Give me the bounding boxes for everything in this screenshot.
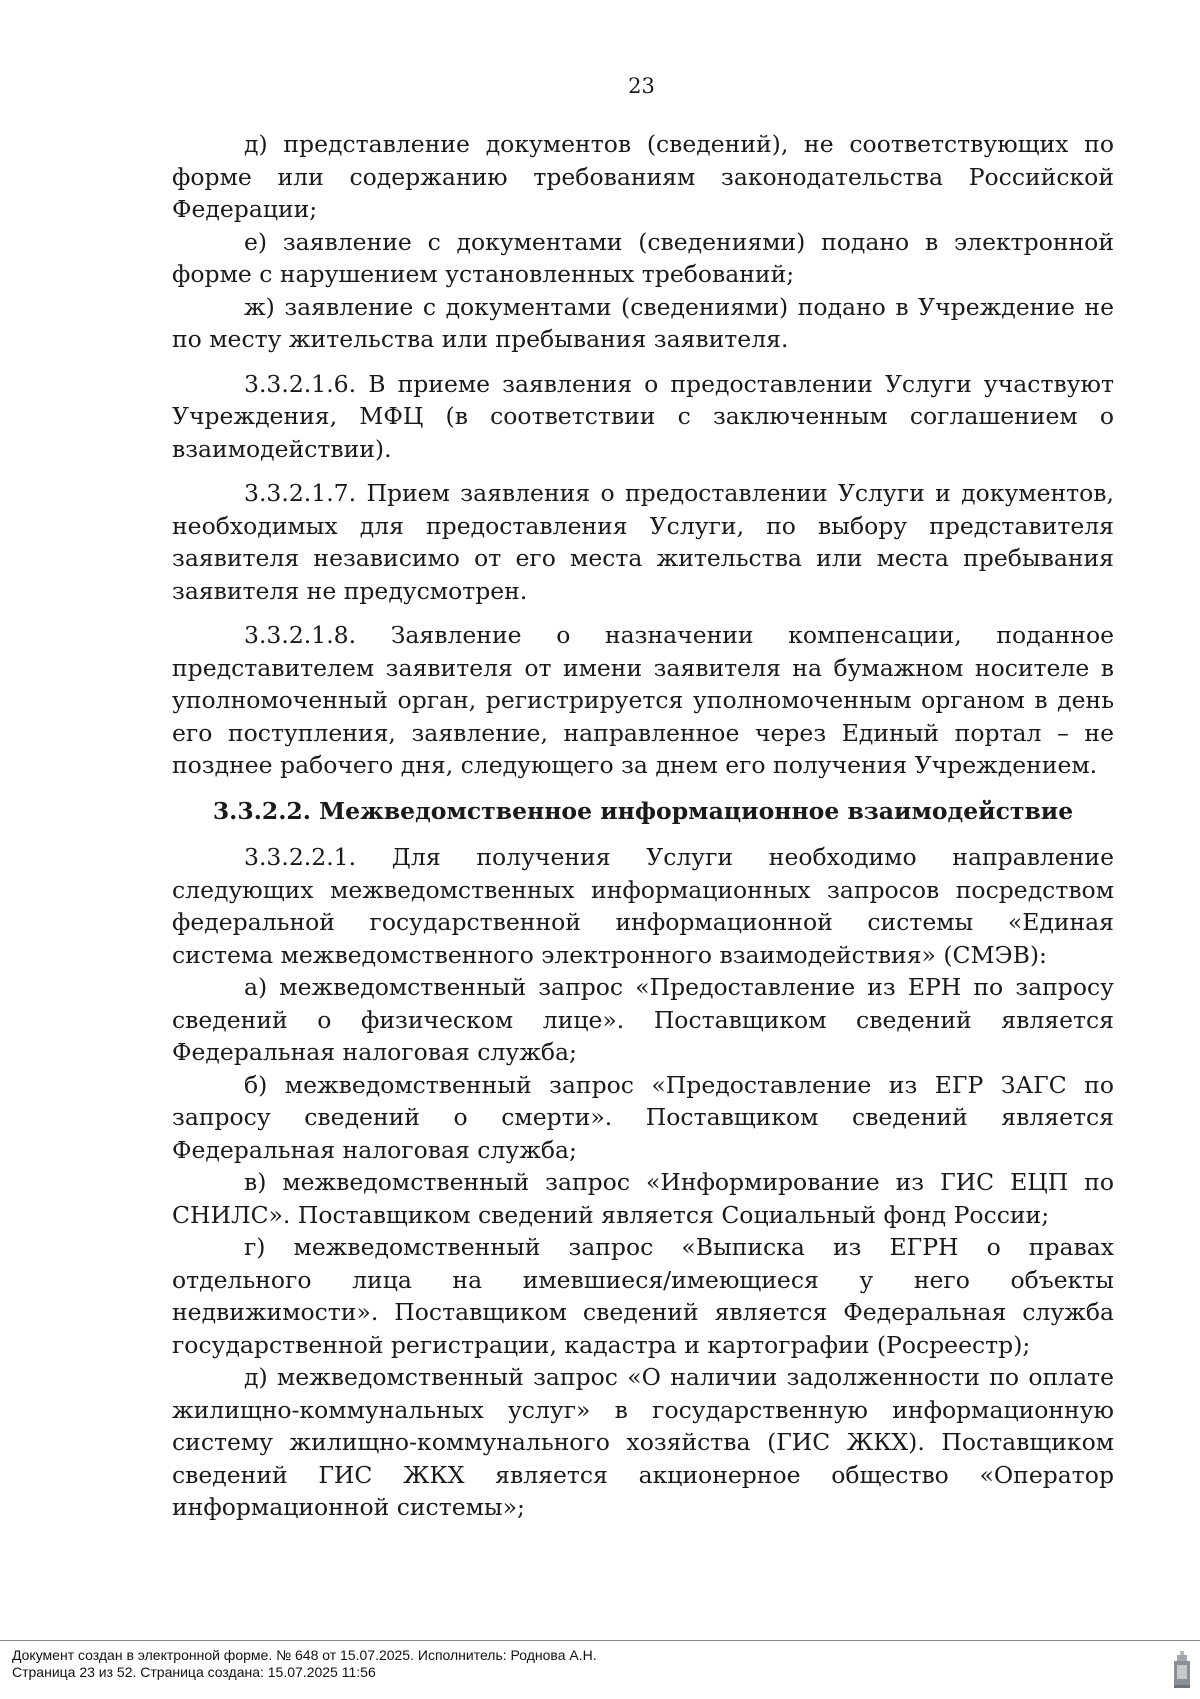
footer-line-1: Документ создан в электронной форме. № 648 от 15.07.2025. Исполнитель: Роднова А.Н.: [12, 1647, 597, 1663]
section-heading: 3.3.2.2. Межведомственное информационное взаимодействие: [212, 796, 1074, 825]
coat-of-arms-icon: [1172, 1651, 1192, 1689]
paragraph-zh: ж) заявление с документами (сведениями) подано в Учреждение не по месту жительства или пребывания заявителя.: [172, 292, 1114, 353]
paragraph-3-3-2-2-1: 3.3.2.2.1. Для получения Услуги необходимо направление следующих межведомственных информационных запросов посредством федеральной государственной информационной системы «Единая система межведомственного электронного взаимодействия» (СМЭВ):: [172, 843, 1114, 969]
footer-text: [12, 1647, 597, 1681]
page-number: 23: [628, 74, 655, 98]
document-footer: [0, 1640, 1200, 1699]
paragraph-e: е) заявление с документами (сведениями) подано в электронной форме с нарушением установленных требований;: [172, 227, 1114, 288]
document-body: [172, 128, 1114, 1524]
paragraph-3-3-2-1-8: 3.3.2.1.8. Заявление о назначении компенсации, поданное представителем заявителя от имени заявителя на бумажном носителе в уполномоченный орган, регистрируется уполномоченным органом в день его поступления, заявление, направленное через Единый портал – не позднее рабочего дня, следующего за днем его получения Учреждением.: [172, 621, 1114, 779]
paragraph-a: а) межведомственный запрос «Предоставление из ЕРН по запросу сведений о физическом лице». Поставщиком сведений является Федеральная налоговая служба;: [172, 973, 1114, 1066]
footer-line-2: Страница 23 из 52. Страница создана: 15.07.2025 11:56: [12, 1664, 376, 1680]
paragraph-b: б) межведомственный запрос «Предоставление из ЕГР ЗАГС по запросу сведений о смерти». Поставщиком сведений является Федеральная налоговая служба;: [172, 1070, 1114, 1164]
paragraph-d: д) представление документов (сведений), не соответствующих по форме или содержанию требованиям законодательства Российской Федерации;: [172, 130, 1114, 223]
paragraph-3-3-2-1-6: 3.3.2.1.6. В приеме заявления о предоставлении Услуги участвуют Учреждения, МФЦ (в соответствии с заключенным соглашением о взаимодействии).: [172, 369, 1114, 463]
paragraph-d2: д) межведомственный запрос «О наличии задолженности по оплате жилищно-коммунальных услуг» в государственную информационную систему жилищно-коммунального хозяйства (ГИС ЖКХ). Поставщиком сведений ГИС ЖКХ является акционерное общество «Оператор информационной системы»;: [172, 1363, 1114, 1521]
paragraph-v: в) межведомственный запрос «Информирование из ГИС ЕЦП по СНИЛС». Поставщиком сведений является Социальный фонд России;: [172, 1168, 1114, 1229]
paragraph-3-3-2-1-7: 3.3.2.1.7. Прием заявления о предоставлении Услуги и документов, необходимых для предоставления Услуги, по выбору представителя заявителя независимо от его места жительства или места пребывания заявителя не предусмотрен.: [172, 479, 1114, 605]
paragraph-g: г) межведомственный запрос «Выписка из ЕГРН о правах отдельного лица на имевшиеся/имеющиеся у него объекты недвижимости». Поставщиком сведений является Федеральная служба государственной регистрации, кадастра и картографии (Росреестр);: [172, 1233, 1114, 1359]
